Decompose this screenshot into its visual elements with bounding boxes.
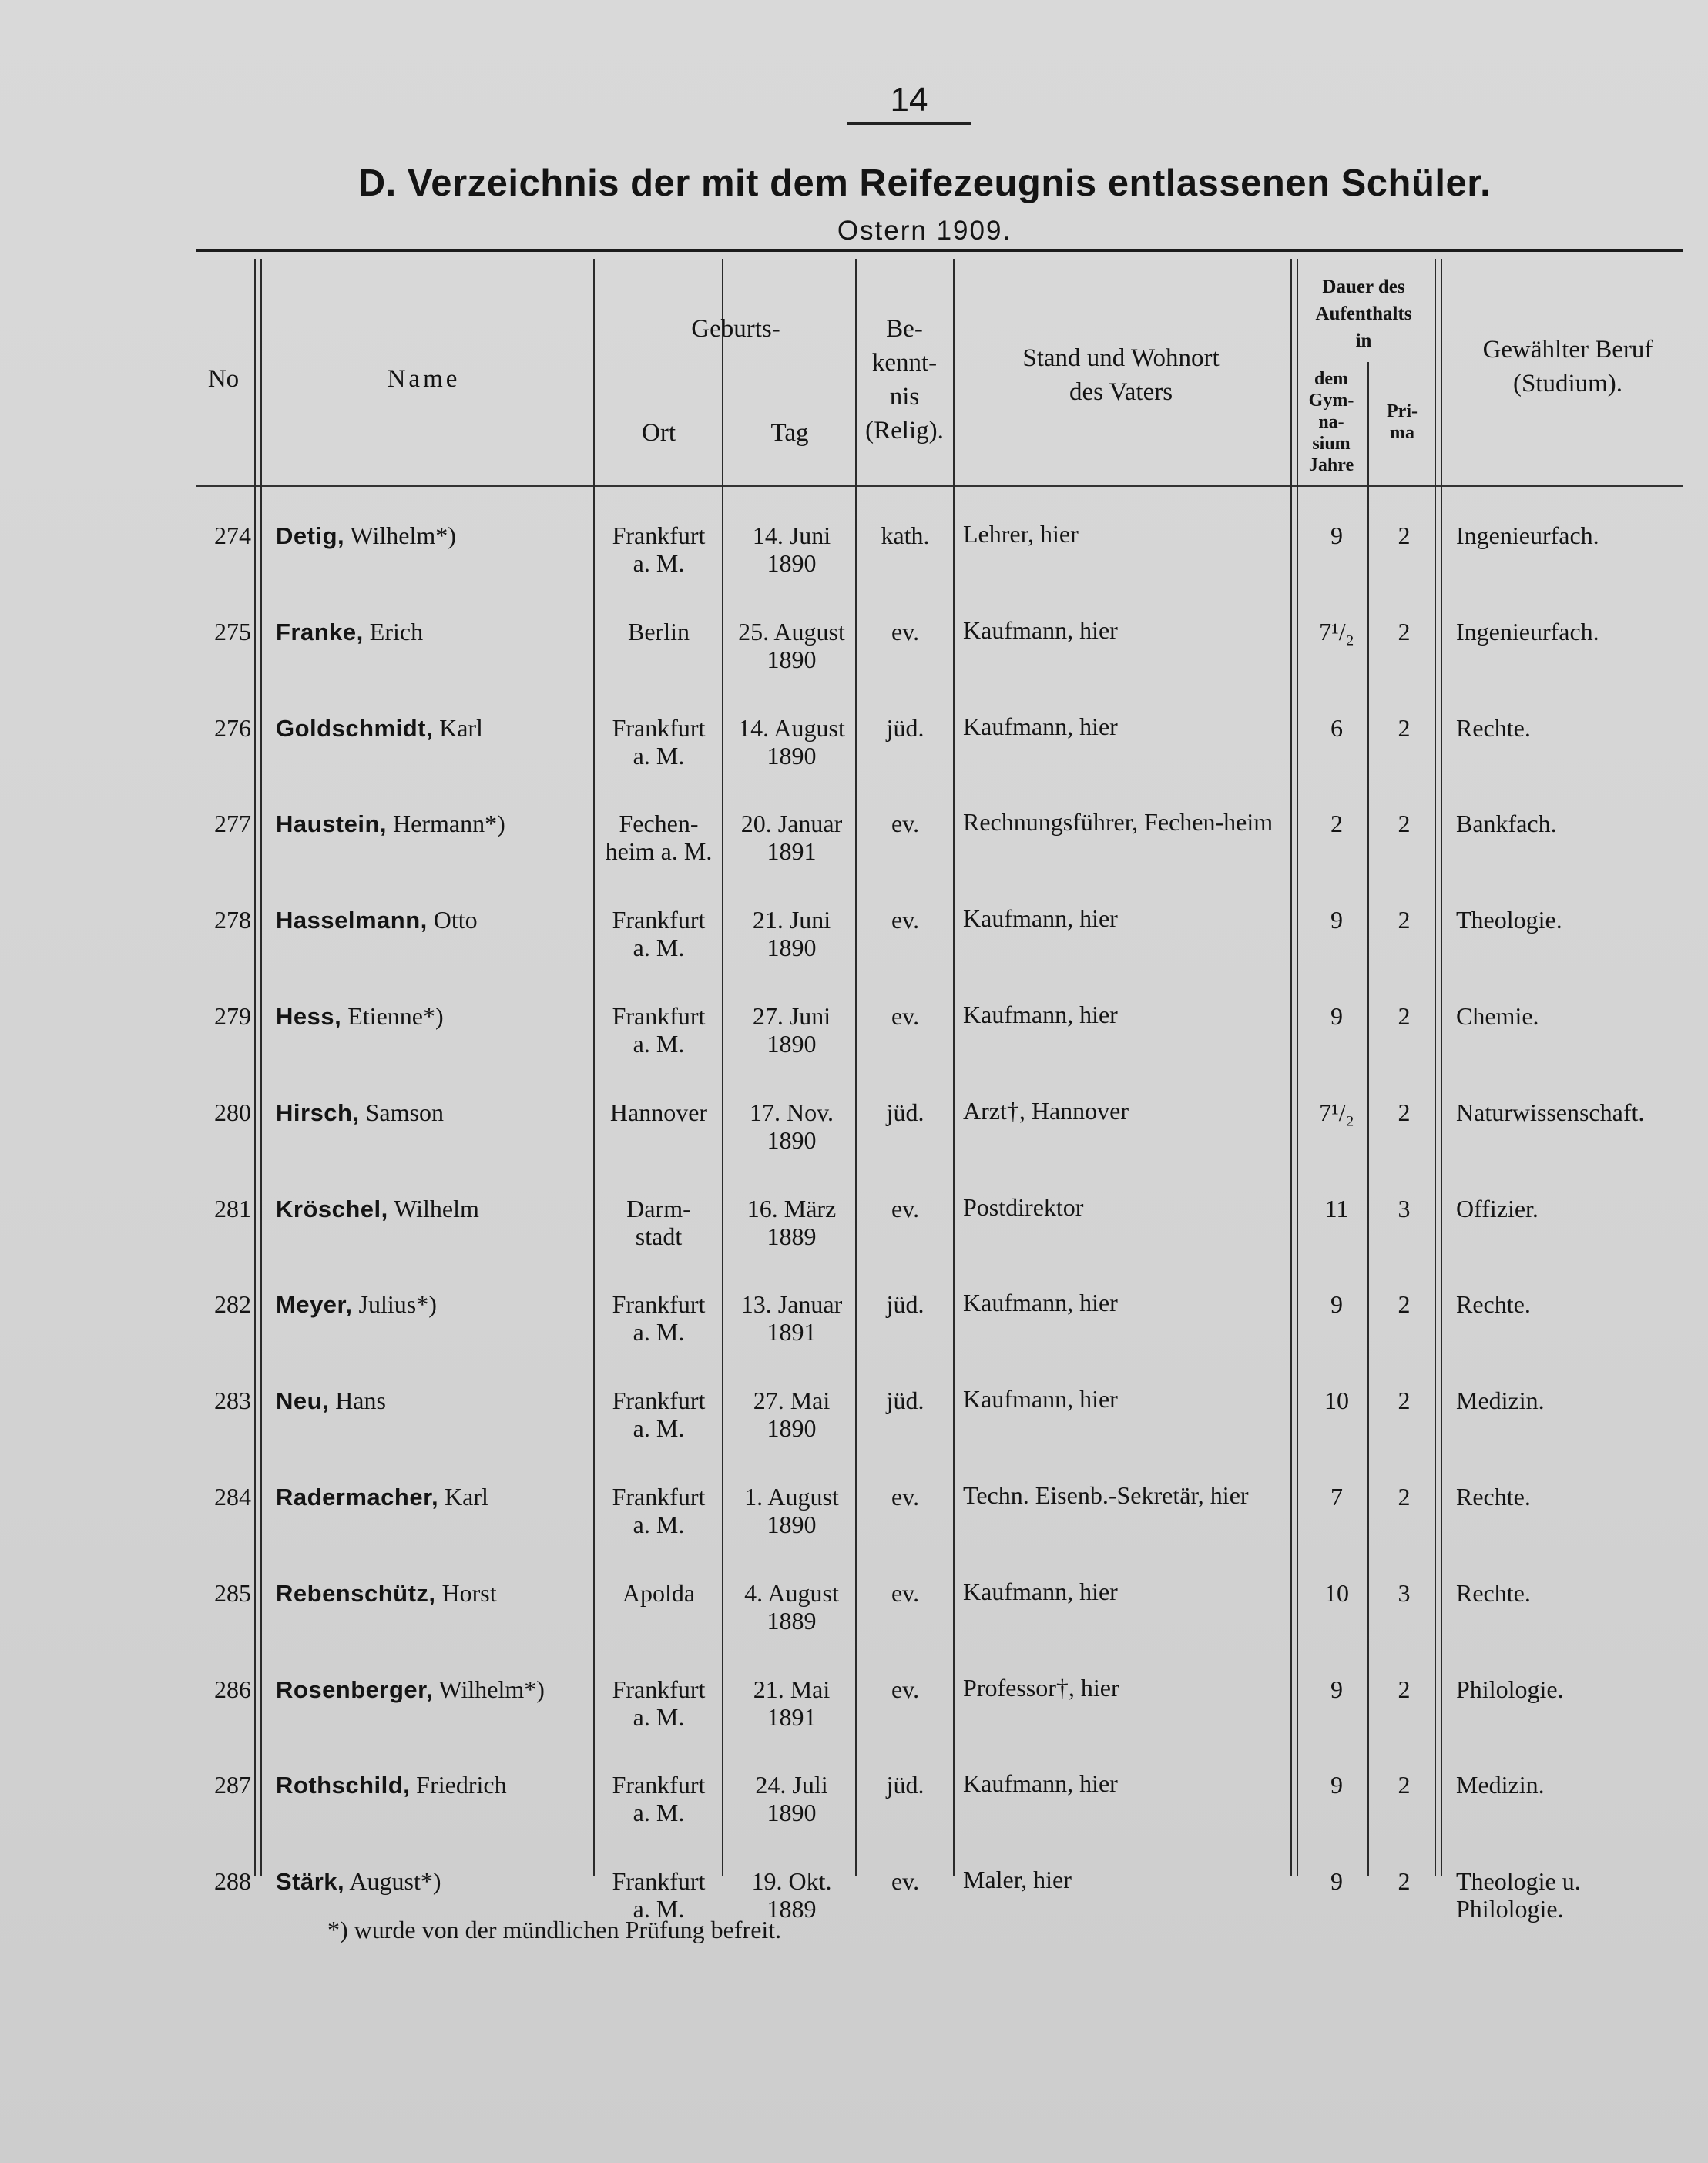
birth-date: 14. Juni (752, 521, 831, 549)
table-row (0, 1579, 1708, 1672)
religion: ev. (891, 1675, 920, 1703)
birth-year: 1889 (767, 1222, 817, 1250)
father-occupation: Lehrer, hier (963, 520, 1079, 548)
student-given-name: Friedrich (416, 1771, 507, 1799)
birth-date: 27. Juni (752, 1002, 831, 1030)
religion: ev. (891, 1578, 920, 1607)
table-row (0, 615, 1708, 710)
student-name (276, 1290, 599, 1319)
birth-place: Frankfurt (612, 1675, 706, 1703)
chosen-profession: Rechte. (1456, 1483, 1531, 1511)
birth-date: 19. Okt. (751, 1867, 832, 1896)
row-number: 274 (214, 521, 251, 549)
birth-year: 1890 (767, 1414, 817, 1443)
years-gymnasium: 10 (1324, 1578, 1349, 1607)
years-prima: 2 (1398, 617, 1411, 646)
birth-place: Apolda (622, 1578, 696, 1607)
student-given-name: Etienne*) (347, 1002, 444, 1030)
header-geburts: Geburts- (691, 315, 780, 343)
student-given-name: Hans (335, 1387, 386, 1415)
father-occupation: Arzt†, Hannover (963, 1096, 1129, 1125)
birth-year: 1890 (767, 549, 817, 577)
father-occupation: Kaufmann, hier (963, 712, 1118, 740)
birth-place-line2: a. M. (633, 1030, 685, 1058)
birth-place: Frankfurt (612, 1290, 706, 1319)
birth-date: 13. Januar (740, 1290, 843, 1319)
row-number: 285 (214, 1578, 251, 1607)
father-occupation: Techn. Eisenb.-Sekretär, hier (963, 1481, 1249, 1509)
chosen-profession: Philologie. (1456, 1675, 1564, 1703)
student-surname: Kröschel, (276, 1195, 388, 1222)
religion: ev. (891, 810, 920, 838)
table-row (0, 1290, 1708, 1383)
table-row (0, 1483, 1708, 1575)
document-page: 14 D. Verzeichnis der mit dem Reifezeugnis entlassenen Schüler. Ostern 1909. No Name Geburts- Ort Tag Be- kennt- nis (Relig). Stand und Wohnort des Vaters Dauer des Aufenthalts in dem Gym- na- sium Jahre Pri- ma Gewählter Beruf (Studium). 274 Detig, Wilhelm*) Frankfurt a. M. 14. Juni 1890 kath. Lehrer, hier 9 2 Ingenieurfach. 275 Franke, Erich Berlin 25. August 1890 ev. Kaufmann, hier 7¹/₂ 2 Ingenieurfach. 276 Goldschmidt, Karl Frankfurt a. M. 14. August 1890 jüd. Kaufmann, hier 6 2 Rechte. 277 Haustein, Hermann*) Fechen- heim a. M. 20. Januar 1891 ev. Rechnungsführer, Fechen-heim 2 2 Bankfach. 278 Hasselmann, Otto Frankfurt a. M. 21. Juni 1890 ev. Kaufmann, hier 9 2 Theologie. 279 Hess, Etienne*) Frankfurt a. M. 27. Juni 1890 ev. Kaufmann, hier 9 2 Chemie. 280 Hirsch, Samson Hannover 17. Nov. 1890 jüd. Arzt†, Hannover 7¹/₂ 2 Naturwissenschaft. 281 Kröschel, Wilhelm Darm- stadt 16. März 1889 ev. Postdirektor 11 3 Offizier. 282 Meyer, Julius*) Frankfurt a. M. 13. Januar 1891 jüd. Kaufmann, hier 9 2 Rechte. 283 Neu, Hans Frankfurt a. M. 27. Mai 1890 jüd. Kaufmann, hier 10 2 Medizin. 284 Radermacher, Karl Frankfurt a. M. 1. August 1890 ev. Techn. Eisenb.-Sekretär, hier 7 2 Rechte. 285 Rebenschütz, Horst Apolda 4. August 1889 ev. Kaufmann, hier 10 3 Rechte. 286 Rosenberger, Wilhelm*) Frankfurt a. M. 21. Mai 1891 ev. Professor†, hier 9 2 Philologie. 287 Rothschild, Friedrich Frankfurt a. M. 24. Juli 1890 jüd. Kaufmann, hier 9 2 Medizin. 288 Stärk, August*) Frankfurt a. M. 19. Okt. 1889 ev. Maler, hier 9 2 Theologie u. Philologie. *) wurde von der mündlichen Prüfung befreit. (0, 0, 1708, 2163)
years-prima: 2 (1398, 1002, 1411, 1030)
row-number: 278 (214, 906, 251, 934)
birth-place-line2: a. M. (633, 1318, 685, 1346)
years-prima: 2 (1398, 713, 1411, 742)
years-gymnasium: 9 (1330, 521, 1343, 549)
row-number: 277 (214, 810, 251, 838)
header-rule (196, 485, 1683, 487)
religion: ev. (891, 1002, 920, 1030)
religion: ev. (891, 617, 920, 646)
birth-place: Frankfurt (612, 713, 706, 742)
birth-place-line2: a. M. (633, 1414, 685, 1443)
father-occupation: Kaufmann, hier (963, 1769, 1118, 1798)
years-gymnasium: 9 (1330, 1675, 1343, 1703)
table-row (0, 1002, 1708, 1095)
table-row (0, 1387, 1708, 1479)
birth-date: 24. Juli (755, 1771, 828, 1799)
row-number: 286 (214, 1675, 251, 1703)
birth-year: 1891 (767, 837, 817, 866)
chosen-profession: Naturwissenschaft. (1456, 1098, 1645, 1126)
father-occupation: Kaufmann, hier (963, 1289, 1118, 1317)
table-row (0, 1675, 1708, 1768)
chosen-profession: Ingenieurfach. (1456, 521, 1599, 549)
top-rule (196, 249, 1683, 252)
student-given-name: Hermann*) (393, 810, 505, 838)
row-number: 281 (214, 1194, 251, 1222)
birth-date: 25. August (738, 617, 845, 646)
years-gymnasium: 9 (1330, 1002, 1343, 1030)
birth-place: Frankfurt (612, 1387, 706, 1415)
student-surname: Neu, (276, 1387, 330, 1415)
chosen-profession: Medizin. (1456, 1387, 1545, 1415)
student-name (276, 810, 599, 838)
father-occupation: Maler, hier (963, 1866, 1072, 1894)
birth-date: 21. Mai (753, 1675, 831, 1703)
years-gymnasium: 9 (1330, 1771, 1343, 1799)
page-title: D. Verzeichnis der mit dem Reifezeugnis entlassenen Schüler. (357, 163, 1492, 204)
header-name: Name (387, 365, 461, 393)
father-occupation: Kaufmann, hier (963, 1001, 1118, 1028)
page-number: 14 (847, 81, 971, 125)
student-surname: Rebenschütz, (276, 1579, 436, 1607)
father-occupation: Professor†, hier (963, 1673, 1119, 1702)
religion: jüd. (886, 1290, 924, 1319)
father-occupation: Kaufmann, hier (963, 904, 1118, 933)
student-given-name: Karl (439, 713, 483, 742)
birth-date: 27. Mai (753, 1387, 831, 1415)
birth-year: 1891 (767, 1702, 817, 1731)
student-name (276, 1579, 599, 1608)
birth-date: 21. Juni (752, 906, 831, 934)
years-prima: 2 (1398, 810, 1411, 838)
student-given-name: Wilhelm*) (438, 1675, 545, 1703)
birth-date: 20. Januar (740, 810, 843, 838)
table-row (0, 1192, 1708, 1287)
birth-place: Fechen- (619, 810, 699, 838)
birth-year: 1890 (767, 1511, 817, 1538)
birth-place-line2: a. M. (633, 934, 685, 962)
religion: jüd. (886, 1387, 924, 1415)
birth-year: 1890 (767, 1125, 817, 1154)
birth-year: 1889 (767, 1895, 817, 1923)
header-ort: Ort (642, 419, 676, 447)
table-row (0, 1867, 1708, 1960)
years-gymnasium: 6 (1330, 713, 1343, 742)
table-row (0, 810, 1708, 902)
table-row (0, 1098, 1708, 1191)
birth-year: 1890 (767, 1799, 817, 1827)
birth-place-line2: a. M. (633, 1702, 685, 1731)
row-number: 276 (214, 713, 251, 742)
student-name (276, 1483, 599, 1511)
religion: kath. (881, 521, 930, 549)
chosen-profession: Chemie. (1456, 1002, 1539, 1030)
birth-year: 1890 (767, 934, 817, 962)
religion: jüd. (886, 1771, 924, 1799)
years-prima: 2 (1398, 1483, 1411, 1511)
student-name (276, 1771, 599, 1799)
student-name (276, 1002, 599, 1031)
footnote: *) wurde von der mündlichen Prüfung befreit. (327, 1916, 782, 1943)
student-name (276, 521, 599, 550)
table-row (0, 714, 1708, 807)
birth-year: 1891 (767, 1318, 817, 1346)
years-gymnasium: 7 (1330, 1483, 1343, 1511)
student-given-name: Karl (445, 1483, 488, 1511)
years-gymnasium: 11 (1324, 1194, 1349, 1222)
student-given-name: August*) (349, 1867, 441, 1896)
birth-date: 17. Nov. (749, 1098, 834, 1126)
years-gymnasium: 10 (1324, 1387, 1349, 1415)
religion: ev. (891, 906, 920, 934)
years-gymnasium: 7¹/₂ (1319, 1098, 1354, 1126)
chosen-profession: Theologie. (1456, 906, 1562, 934)
student-given-name: Wilhelm*) (350, 521, 456, 549)
student-surname: Detig, (276, 522, 345, 549)
student-name (276, 1195, 599, 1223)
row-number: 288 (214, 1867, 251, 1896)
student-given-name: Julius*) (358, 1290, 437, 1319)
years-gymnasium: 7¹/₂ (1319, 617, 1354, 646)
religion: ev. (891, 1483, 920, 1511)
row-number: 275 (214, 617, 251, 646)
student-surname: Stärk, (276, 1868, 345, 1896)
table-row (0, 906, 1708, 998)
row-number: 287 (214, 1771, 251, 1799)
father-occupation: Kaufmann, hier (963, 1385, 1118, 1413)
father-occupation: Kaufmann, hier (963, 615, 1118, 644)
birth-place: Frankfurt (612, 521, 706, 549)
birth-place-line2: a. M. (633, 549, 685, 577)
birth-place-line2: a. M. (633, 741, 685, 770)
student-name (276, 618, 599, 646)
student-given-name: Samson (365, 1098, 444, 1126)
student-given-name: Wilhelm (394, 1194, 479, 1222)
years-prima: 2 (1398, 521, 1411, 549)
years-prima: 2 (1398, 1290, 1411, 1319)
table-row (0, 1771, 1708, 1863)
religion: ev. (891, 1867, 920, 1896)
row-number: 280 (214, 1098, 251, 1126)
years-prima: 2 (1398, 1867, 1411, 1896)
birth-date: 14. August (738, 713, 845, 742)
religion: ev. (891, 1194, 920, 1222)
student-surname: Hirsch, (276, 1098, 360, 1126)
birth-place-line2: heim a. M. (605, 837, 713, 866)
years-prima: 2 (1398, 1098, 1411, 1126)
row-number: 283 (214, 1387, 251, 1415)
years-prima: 3 (1398, 1194, 1411, 1222)
chosen-profession: Rechte. (1456, 1578, 1531, 1607)
years-prima: 3 (1398, 1578, 1411, 1607)
years-gymnasium: 9 (1330, 1867, 1343, 1896)
birth-year: 1889 (767, 1606, 817, 1635)
row-number: 284 (214, 1483, 251, 1511)
birth-year: 1890 (767, 1030, 817, 1058)
chosen-profession: Medizin. (1456, 1771, 1545, 1799)
chosen-profession: Theologie u. Philologie. (1456, 1867, 1581, 1923)
chosen-profession: Rechte. (1456, 713, 1531, 742)
birth-place: Darm- (626, 1194, 691, 1222)
birth-date: 4. August (744, 1578, 839, 1607)
birth-place: Frankfurt (612, 1867, 706, 1896)
student-surname: Radermacher, (276, 1484, 439, 1511)
years-prima: 2 (1398, 1771, 1411, 1799)
birth-date: 1. August (744, 1483, 839, 1511)
religion: jüd. (886, 1098, 924, 1126)
chosen-profession: Offizier. (1456, 1194, 1539, 1222)
student-surname: Meyer, (276, 1291, 353, 1319)
birth-place: Frankfurt (612, 1483, 706, 1511)
header-tag: Tag (770, 419, 809, 447)
birth-place: Frankfurt (612, 1002, 706, 1030)
birth-date: 16. März (747, 1194, 837, 1222)
student-name (276, 1098, 599, 1127)
student-name (276, 906, 599, 934)
student-surname: Haustein, (276, 810, 388, 838)
father-occupation: Rechnungsführer, Fechen-heim (963, 808, 1273, 837)
chosen-profession: Bankfach. (1456, 810, 1557, 838)
birth-place-line2: stadt (635, 1222, 683, 1250)
birth-year: 1890 (767, 645, 817, 673)
student-name (276, 714, 599, 743)
birth-place-line2: a. M. (633, 1799, 685, 1827)
page-subtitle: Ostern 1909. (837, 216, 1012, 246)
student-name (276, 1675, 599, 1704)
student-given-name: Otto (433, 906, 478, 934)
student-surname: Rothschild, (276, 1772, 411, 1799)
student-given-name: Horst (441, 1578, 497, 1607)
row-number: 279 (214, 1002, 251, 1030)
birth-place: Frankfurt (612, 1771, 706, 1799)
father-occupation: Kaufmann, hier (963, 1577, 1118, 1605)
religion: jüd. (886, 713, 924, 742)
birth-place-line2: a. M. (633, 1511, 685, 1538)
student-surname: Goldschmidt, (276, 714, 434, 742)
table-row (0, 521, 1708, 614)
student-surname: Franke, (276, 618, 364, 646)
birth-place: Frankfurt (612, 906, 706, 934)
years-prima: 2 (1398, 1387, 1411, 1415)
student-surname: Hess, (276, 1003, 342, 1030)
header-no: No (207, 365, 240, 393)
chosen-profession: Ingenieurfach. (1456, 617, 1599, 646)
years-prima: 2 (1398, 906, 1411, 934)
father-occupation: Postdirektor (963, 1192, 1084, 1221)
years-gymnasium: 9 (1330, 1290, 1343, 1319)
years-gymnasium: 2 (1330, 810, 1343, 838)
birth-place: Berlin (628, 617, 690, 646)
chosen-profession: Rechte. (1456, 1290, 1531, 1319)
student-surname: Rosenberger, (276, 1675, 434, 1703)
student-name (276, 1387, 599, 1415)
birth-year: 1890 (767, 741, 817, 770)
birth-place-line2: a. M. (633, 1895, 685, 1923)
birth-place: Hannover (609, 1098, 708, 1126)
student-surname: Hasselmann, (276, 907, 428, 934)
years-gymnasium: 9 (1330, 906, 1343, 934)
student-given-name: Erich (369, 617, 424, 646)
student-name (276, 1867, 599, 1896)
row-number: 282 (214, 1290, 251, 1319)
years-prima: 2 (1398, 1675, 1411, 1703)
